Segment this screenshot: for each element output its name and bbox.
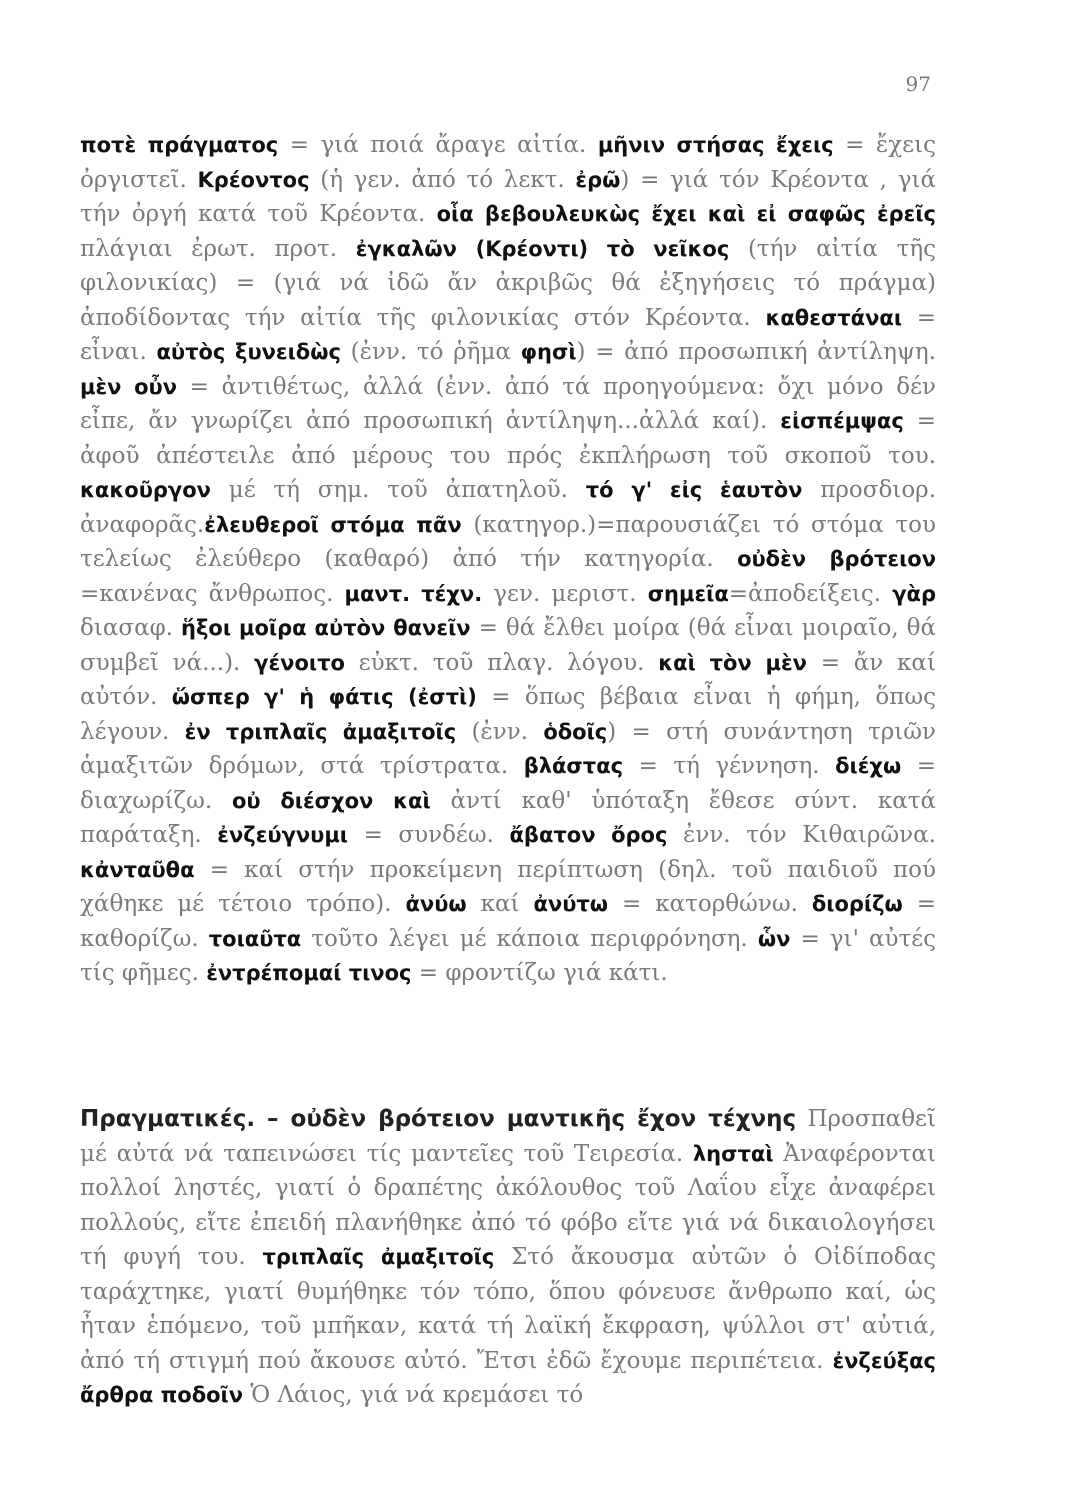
gloss-text: = διαχωρίζω. xyxy=(80,753,936,814)
gloss-text: γεν. μεριστ. xyxy=(482,580,648,607)
gloss-text: Προσπαθεῖ μέ αὐτά νά ταπεινώσει τίς μαντεῖες τοῦ Τειρεσία. xyxy=(80,1106,936,1167)
gloss-text: (ἐνν. xyxy=(456,718,544,745)
lemma: ἐνζεύξας ἄρθρα ποδοῖν xyxy=(80,1348,936,1407)
gloss-text: = ἀντιθέτως, ἀλλά (ἐνν. ἀπό τά προηγούμενα: ὄχι μόνο δέν εἶπε, ἄν γνωρίζει ἀπό προσωπική ἀντίληψη...ἀλλά καί). xyxy=(80,373,936,434)
lemma: ὧν xyxy=(757,926,791,951)
lemma: κακοῦργον xyxy=(80,478,211,502)
gloss-text: Ὁ Λάιος, γιά νά κρεμάσει τό xyxy=(243,1382,584,1408)
lemma: διορίζω xyxy=(811,892,903,916)
gloss-text: ) = γιά τόν Κρέοντα , γιά τήν ὀργή κατά τοῦ Κρέοντα. xyxy=(80,166,936,227)
lemma: ἐνζεύγνυμι xyxy=(217,823,348,847)
gloss-text: = ἔχεις ὀργιστεῖ. xyxy=(80,132,936,193)
lemma: γὰρ xyxy=(892,581,936,606)
gloss-text: =κανένας ἄνθρωπος. xyxy=(80,580,345,607)
lemma: ὁδοῖς xyxy=(543,719,608,744)
gloss-text: εὐκτ. τοῦ πλαγ. λόγου. xyxy=(344,649,659,676)
lemma: κἀνταῦθα xyxy=(80,857,195,882)
gloss-text: = γι' αὐτές τίς φῆμες. xyxy=(80,925,937,986)
gloss-text: = καθορίζω. xyxy=(80,891,936,952)
gloss-text: = ὅπως βέβαια εἶναι ἡ φήμη, ὅπως λέγουν. xyxy=(80,684,936,745)
gloss-text: (κατηγορ.)=παρουσιάζει τό στόμα του τελείως ἐλεύθερο (καθαρό) ἀπό τήν κατηγορία. xyxy=(80,511,936,572)
lemma: λησταὶ xyxy=(692,1141,774,1166)
gloss-text: = καί στήν προκείμενη περίπτωση (δηλ. τοῦ παιδιοῦ πού χάθηκε μέ τέτοιο τρόπο). xyxy=(80,856,936,917)
gloss-text: = εἶναι. xyxy=(80,304,936,365)
page-number: 97 xyxy=(905,72,931,96)
gloss-text: καί xyxy=(466,891,534,917)
lemma: καὶ τὸν μὲν xyxy=(658,650,807,675)
gloss-text: = ἀφοῦ ἀπέστειλε ἀπό μέρους του πρός ἐκπλήρωση τοῦ σκοποῦ του. xyxy=(80,408,936,469)
lemma: ἐρῶ xyxy=(575,167,621,192)
lemma: οὐ διέσχον καὶ xyxy=(231,788,431,813)
gloss-text: = κατορθώνω. xyxy=(608,891,812,917)
gloss-text: ἐνν. τόν Κιθαιρῶνα. xyxy=(667,822,937,848)
gloss-text: = συνδέω. xyxy=(348,822,510,848)
gloss-text: τοῦτο λέγει μέ κάποια περιφρόνηση. xyxy=(301,925,758,952)
gloss-text: Στό ἄκουσμα αὐτῶν ὁ Οἰδίποδας ταράχτηκε, γιατί θυμήθηκε τόν τόπο, ὅπου φόνευσε ἄνθρωπο καί, ὡς ἦταν ἑπόμενο, τοῦ μπῆκαν, κατά τή λαϊκή ἔκφραση, ψύλλοι στ' αὐτιά, ἀπό τή στιγμή πού ἄκουσε αὐτό. Ἔτσι ἐδῶ ἔχουμε περιπέτεια. xyxy=(80,1244,936,1374)
lemma: διέχω xyxy=(835,754,902,778)
lemma: εἰσπέμψας xyxy=(780,409,904,433)
lemma: ἀνύτω xyxy=(533,892,609,916)
gloss-text: = ἄν καί αὐτόν. xyxy=(80,649,936,710)
gloss-text: (ἡ γεν. ἀπό τό λεκτ. xyxy=(309,166,576,193)
lemma: μῆνιν στήσας ἔχεις xyxy=(597,133,834,157)
gloss-text: = φροντίζω γιά κάτι. xyxy=(411,960,668,986)
gloss-text: = θά ἔλθει μοίρα (θά εἶναι μοιραῖο, θά συμβεῖ νά...). xyxy=(80,615,936,676)
lemma: ἀνύω xyxy=(405,892,467,916)
lemma: ἄβατον ὄρος xyxy=(509,823,668,847)
lemma: ἐγκαλῶν (Κρέοντι) τὸ νεῖκος xyxy=(355,236,730,261)
lemma: τό γ' εἰς ἑαυτὸν xyxy=(585,478,803,502)
lemma: ἐν τριπλαῖς ἀμαξιτοῖς xyxy=(184,719,457,744)
lemma: ποτὲ πράγματος xyxy=(80,133,279,157)
gloss-text: (ἐνν. τό ῥῆμα xyxy=(340,339,521,365)
gloss-text: προσδιορ. ἀναφορᾶς. xyxy=(80,477,937,538)
lemma: τοιαῦτα xyxy=(208,926,302,951)
gloss-text: μέ τή σημ. τοῦ ἀπατηλοῦ. xyxy=(210,477,586,503)
gloss-text: πλάγιαι ἐρωτ. προτ. xyxy=(80,235,356,262)
lemma: γένοιτο xyxy=(254,650,345,675)
gloss-text: = τή γέννηση. xyxy=(623,753,836,779)
lemma: αὐτὸς ξυνειδὼς xyxy=(156,340,341,364)
lemma: ἥξοι μοῖρα αὐτὸν θανεῖν xyxy=(181,616,471,640)
gloss-text: = γιά ποιά ἄραγε αἰτία. xyxy=(278,132,598,158)
lemma: οἷα βεβουλευκὼς ἔχει καὶ εἰ σαφῶς ἐρεῖς xyxy=(436,202,936,226)
lemma: μὲν οὖν xyxy=(80,374,177,399)
gloss-text: ) = ἀπό προσωπική ἀντίληψη. xyxy=(576,339,936,365)
lemma: φησὶ xyxy=(520,340,577,364)
gloss-text: =ἀποδείξεις. xyxy=(728,580,893,607)
lemma: Κρέοντος xyxy=(197,167,310,192)
lemma: οὐδὲν βρότειον xyxy=(737,547,936,571)
gloss-text: ) = στή συνάντηση τριῶν ἁμαξιτῶν δρόμων, στά τρίστρατα. xyxy=(80,718,937,779)
glossary-paragraph xyxy=(80,128,936,991)
commentary-paragraph xyxy=(80,1102,936,1413)
gloss-text: διασαφ. xyxy=(80,615,182,641)
lemma: σημεῖα xyxy=(647,581,729,606)
lemma: μαντ. τέχν. xyxy=(344,581,483,606)
gloss-text: ἀντί καθ' ὑπόταξη ἔθεσε σύντ. κατά παράταξη. xyxy=(80,787,936,848)
gloss-text: Ἀναφέρονται πολλοί ληστές, γιατί ὁ δραπέτης ἀκόλουθος τοῦ Λαΐου εἶχε ἀναφέρει πολλούς, εἴτε ἐπειδή πλανήθηκε ἀπό τό φόβο εἴτε γιά νά δικαιολογήσει τή φυγή του. xyxy=(80,1140,936,1270)
lemma: ὥσπερ γ' ἡ φάτις (ἐστὶ) xyxy=(171,685,477,709)
section-heading: Πραγματικές. – οὐδὲν βρότειον μαντικῆς ἔχον τέχνης xyxy=(80,1106,797,1132)
lemma: ἐντρέπομαί τινος xyxy=(206,961,412,985)
lemma: ἐλευθεροῖ στόμα πᾶν xyxy=(204,512,462,537)
lemma: βλάστας xyxy=(523,754,624,778)
lemma: καθεστάναι xyxy=(765,305,903,330)
gloss-text: (τήν αἰτία τῆς φιλονικίας) = (γιά νά ἰδῶ ἄν ἀκριβῶς θά ἐξηγήσεις τό πράγμα) ἀποδίδοντας τήν αἰτία τῆς φιλονικίας στόν Κρέοντα. xyxy=(80,235,936,331)
lemma: τριπλαῖς ἀμαξιτοῖς xyxy=(262,1245,495,1269)
